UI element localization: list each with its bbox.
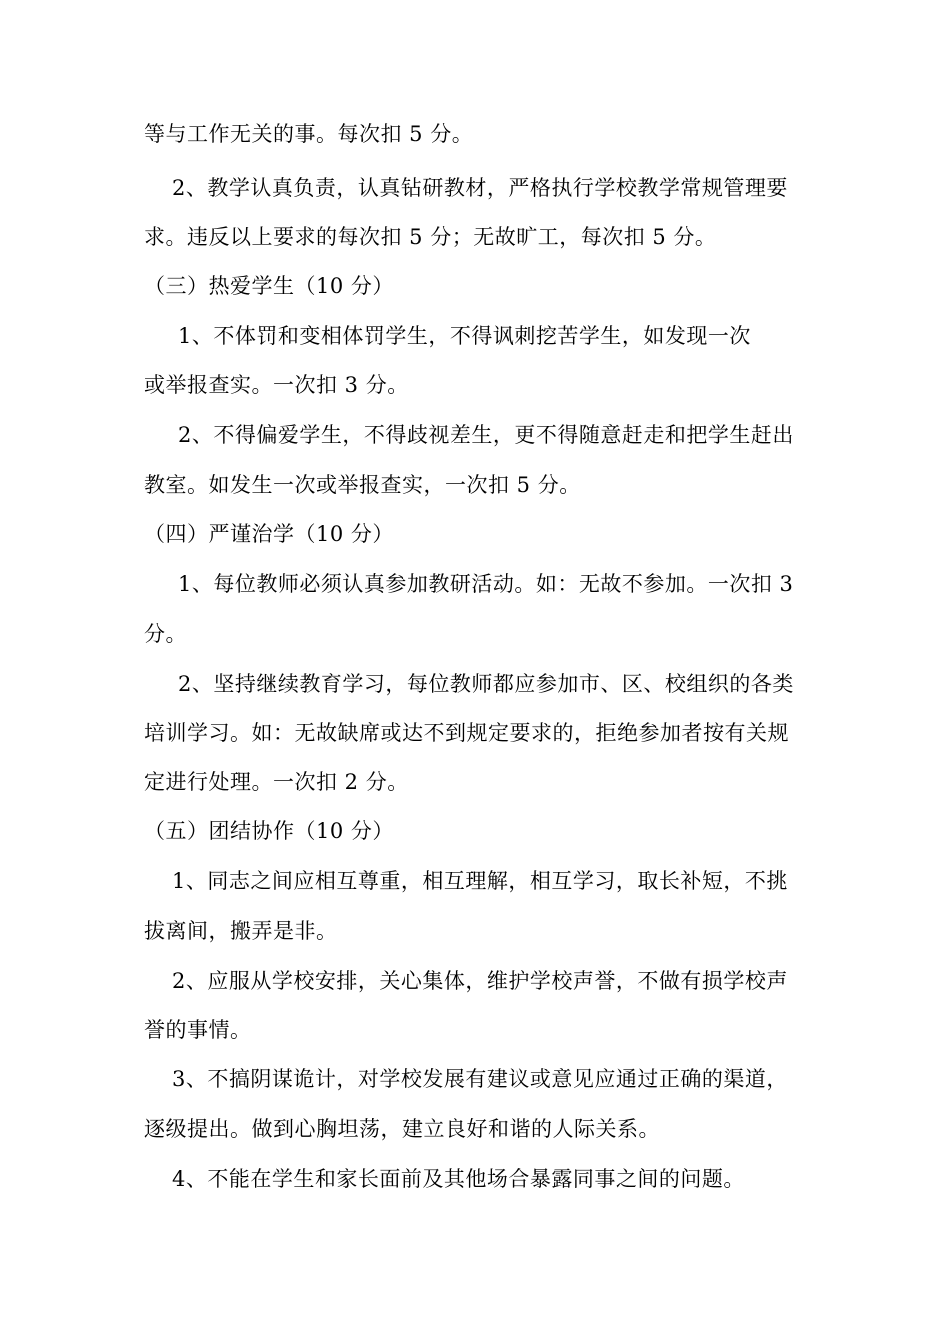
section-heading: （五）团结协作（10 分） [144,819,394,843]
paragraph-line: 逐级提出。做到心胸坦荡，建立良好和谐的人际关系。 [144,1117,660,1141]
paragraph-line: 3、不搞阴谋诡计，对学校发展有建议或意见应通过正确的渠道， [172,1067,788,1091]
paragraph-line: 2、应服从学校安排，关心集体，维护学校声誉，不做有损学校声 [172,969,788,993]
paragraph-line: 或举报查实。一次扣 3 分。 [144,373,409,397]
paragraph-line: 2、不得偏爱学生，不得歧视差生，更不得随意赶走和把学生赶出 [178,423,794,447]
section-heading: （三）热爱学生（10 分） [144,274,394,298]
paragraph-line: 誉的事情。 [144,1018,252,1042]
paragraph-line: 1、同志之间应相互尊重，相互理解，相互学习，取长补短，不挑 [172,869,788,893]
paragraph-line: 定进行处理。一次扣 2 分。 [144,770,409,794]
paragraph-line: 培训学习。如：无故缺席或达不到规定要求的，拒绝参加者按有关规 [144,721,789,745]
section-heading: （四）严谨治学（10 分） [144,522,394,546]
paragraph-line: 拔离间，搬弄是非。 [144,919,338,943]
paragraph-line: 等与工作无关的事。每次扣 5 分。 [144,122,474,146]
paragraph-line: 4、不能在学生和家长面前及其他场合暴露同事之间的问题。 [172,1167,745,1191]
paragraph-line: 求。违反以上要求的每次扣 5 分；无故旷工，每次扣 5 分。 [144,225,717,249]
paragraph-line: 分。 [144,622,187,646]
paragraph-line: 1、不体罚和变相体罚学生，不得讽刺挖苦学生，如发现一次 [178,324,751,348]
paragraph-line: 2、教学认真负责，认真钻研教材，严格执行学校教学常规管理要 [172,176,788,200]
paragraph-line: 2、坚持继续教育学习，每位教师都应参加市、区、校组织的各类 [178,672,794,696]
paragraph-line: 教室。如发生一次或举报查实，一次扣 5 分。 [144,473,581,497]
paragraph-line: 1、每位教师必须认真参加教研活动。如：无故不参加。一次扣 3 [178,572,794,596]
